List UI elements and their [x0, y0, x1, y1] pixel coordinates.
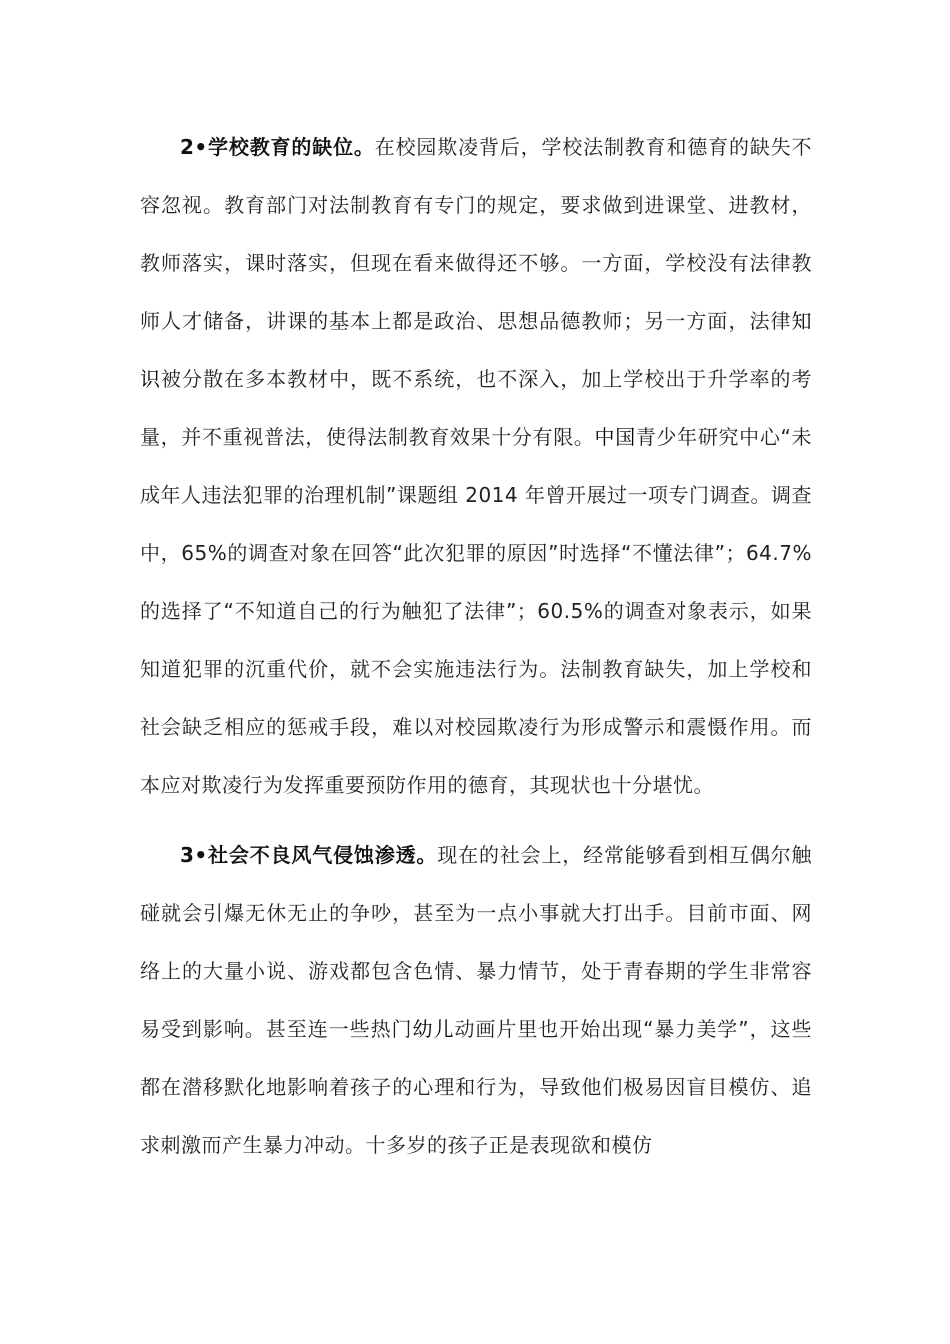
section-heading: 3•社会不良风气侵蚀渗透。: [180, 843, 438, 867]
paragraph-school-education: [140, 118, 812, 814]
section-heading: 2•学校教育的缺位。: [180, 135, 375, 159]
paragraph-text: 青少年研究中心“未成年人违法犯罪的治理机制”课题组 2014 年曾开展过一项专门调查。调查中，65%的调查对象在回答“此次犯罪的原因”时选择“不懂法律”；64.7%的选择了“不知道自己的行为触犯了法律”；60.5%的调查对象表示，如果知道犯罪的沉重代价，就不会实施违法行为。法制教育缺失，加上学校和社会缺乏相应的惩戒手段，难以对校园欺凌行为形成警示和震慑作用。而本应对欺凌行为发挥重要预防作用的德育，其现状也十分堪忧。: [140, 425, 813, 797]
keyword-term: 知识: [140, 309, 812, 391]
paragraph-text: 被分散在多本教材中，既不系统，也不深入，加上学校出于升学率的考量，并不重视普法，使得法制教育效果十分有限。: [140, 367, 813, 449]
paragraph-social-influence: [140, 826, 812, 1174]
paragraph-text: 在校园欺凌背后，学校法制教育和德育的缺失不容忽视。教育部门对法制教育有专门的规定，要求做到进课堂、进教材，教师落实，课时落实，但现在看来做得还不够。一方面，学校没有法律教师人才储备，讲课的基本上都是政治、思想品德教师；另一方面，法律: [140, 135, 813, 333]
keyword-term: 中国: [594, 425, 636, 449]
paragraph-text: 动画片里也开始出现“暴力美学”，这些都在潜移默化地影响着孩子的心理和行为，导致他们极易因盲目模仿、追求刺激而产生暴力冲动。十多岁的孩子正是表现欲和模仿: [140, 1017, 813, 1157]
keyword-term: 幼儿: [412, 1017, 455, 1041]
document-page: [140, 118, 812, 1174]
paragraph-text: 现在的社会上，经常能够看到相互偶尔触碰就会引爆无休无止的争吵，甚至为一点小事就大打出手。目前市面、网络上的大量小说、游戏都包含色情、暴力情节，处于青春期的学生非常容易受到影响。甚至连一些热门: [140, 843, 813, 1041]
